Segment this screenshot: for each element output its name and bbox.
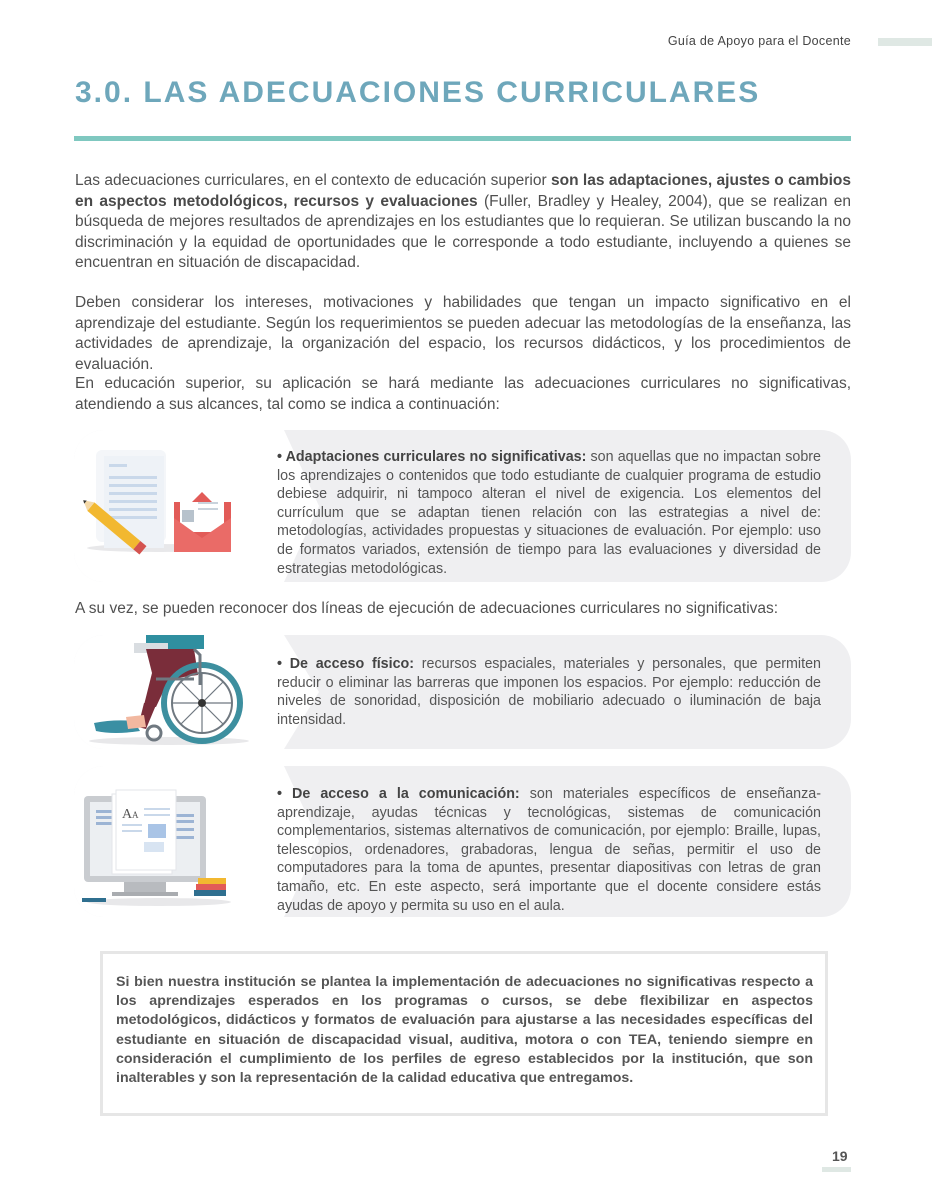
svg-text:A: A <box>122 807 133 822</box>
header-accent-bar <box>878 38 932 46</box>
card-text-physical-access: • De acceso físico: recursos espaciales, materiales y personales, que permiten reducir o eliminar las barreras que imponen los espacios. Por ejemplo: reducción de niveles de sonoridad, disposición de mobiliario adecuado o iluminación de baja intensidad. <box>277 656 821 728</box>
pencil-document-envelope-icon <box>74 430 254 582</box>
card-physical-access <box>74 635 851 749</box>
paragraph-intro: Las adecuaciones curriculares, en el contexto de educación superior son las adaptaciones, ajustes o cambios en aspectos metodológicos, recursos y evaluaciones (Fuller, Bradley y Healey, 2004), que se realizan en búsqueda de mejores resultados de aprendizajes en los estudiantes que lo requieran. Se utilizan buscando la no discriminación y la equidad de oportunidades que le corresponde a todo estudiante, incluyendo a quienes se encuentran en situación de discapacidad. <box>75 172 852 271</box>
wheelchair-icon <box>74 635 254 749</box>
running-header: Guía de Apoyo para el Docente <box>667 34 851 48</box>
svg-text:A: A <box>132 810 139 820</box>
institutional-note-box <box>100 951 828 1116</box>
paragraph-application: En educación superior, su aplicación se hará mediante las adecuaciones curriculares no significativas, atendiendo a sus alcances, tal como se indica a continuación: <box>75 375 851 413</box>
paragraph-execution-lines: A su vez, se pueden reconocer dos líneas de ejecución de adecuaciones curriculares no significativas: <box>75 600 779 617</box>
title-rule <box>74 136 851 141</box>
page-number-accent-bar <box>822 1167 851 1172</box>
institutional-note-text: Si bien nuestra institución se plantea la implementación de adecuaciones no significativas respecto a los aprendizajes esperados en los programas o cursos, se debe flexibilizar en aspectos metodológicos, didácticos y formatos de evaluación para ajustarse a las necesidades específicas del estudiante en situación de discapacidad visual, auditiva, motora o con TEA, teniendo siempre en consideración el cumplimiento de los perfiles de egreso establecidos por la institución, que son inalterables y son la representación de la calidad educativa que entregamos. <box>116 974 813 1087</box>
monitor-document-icon <box>74 766 254 917</box>
section-title: 3.0. LAS ADECUACIONES CURRICULARES <box>75 76 761 109</box>
paragraph-considerations: Deben considerar los intereses, motivaciones y habilidades que tengan un impacto significativo en el aprendizaje del estudiante. Según los requerimientos se pueden adecuar las metodologías de la enseñanza, las actividades de aprendizaje, la organización del espacio, los recursos didácticos, y los procedimientos de evaluación. <box>75 294 851 373</box>
page-number: 19 <box>832 1148 848 1164</box>
intro-bold-definition: son las adaptaciones, ajustes o cambios en aspectos metodológicos, recursos y evaluaciones <box>75 172 852 210</box>
card-text-non-significant: • Adaptaciones curriculares no significativas: son aquellas que no impactan sobre los aprendizajes o contenidos que todo estudiante de cualquier programa de estudio debiese adquirir, ni tampoco alteran el nivel de exigencia. Los elementos del currículum que se adaptan tienen relación con las estrategias a nivel de: metodologías, actividades propuestas y situaciones de evaluación. Por ejemplo: uso de formatos variados, extensión de tiempo para las evaluaciones y diversidad de estrategias metodológicas. <box>277 449 822 577</box>
card-text-communication-access: • De acceso a la comunicación: son materiales específicos de enseñanza-aprendizaje, ayudas técnicas y tecnológicas, sistemas de comunicación complementarios, sistemas alternativos de comunicación, por ejemplo: Braille, lupas, telescopios, ordenadores, grabadoras, lengua de señas, permitir el uso de computadores para la toma de apuntes, presentar diapositivas con letras de gran tamaño, etc. En este aspecto, será importante que el docente considere estás ayudas de apoyo y permita su uso en el aula. <box>277 786 821 914</box>
card-communication-access <box>74 766 851 917</box>
card-non-significant-adaptations <box>74 430 851 582</box>
